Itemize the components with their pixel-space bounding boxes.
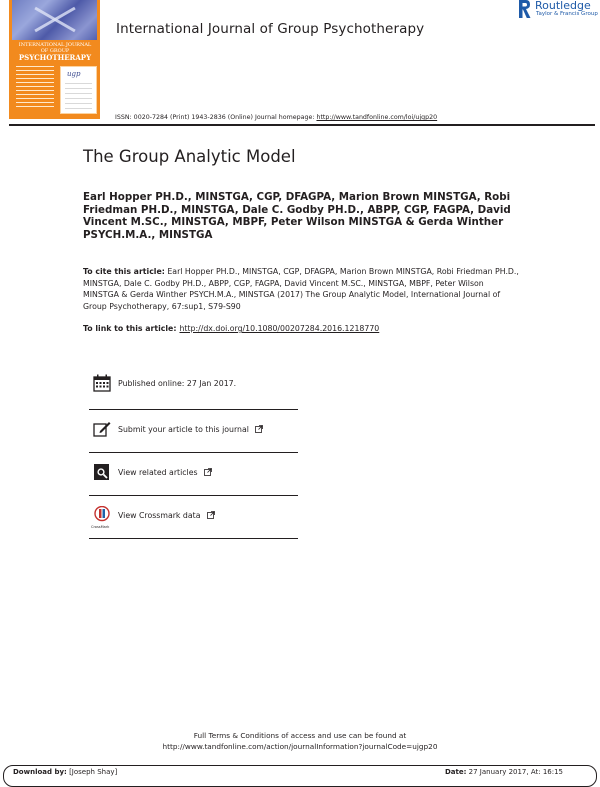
- terms-url[interactable]: http://www.tandfonline.com/action/journalInformation?journalCode=ujgp20: [162, 741, 438, 751]
- article-actions-panel: [89, 364, 298, 539]
- submit-article-row[interactable]: [89, 410, 298, 453]
- calendar-icon: [93, 374, 111, 392]
- cover-text-lines: [16, 66, 54, 110]
- external-link-icon: [204, 468, 212, 476]
- cover-title: INTERNATIONAL JOURNAL OF GROUP PSYCHOTHERAPY: [18, 42, 92, 62]
- cover-artwork: [12, 0, 97, 40]
- link-label: To link to this article:: [83, 324, 177, 333]
- header-divider: [9, 124, 595, 126]
- published-date: Published online: 27 Jan 2017.: [118, 379, 237, 388]
- article-title: The Group Analytic Model: [83, 147, 296, 166]
- journal-title: International Journal of Group Psychotherapy: [116, 21, 425, 37]
- journal-cover-image: [9, 0, 100, 119]
- routledge-logo-icon: [519, 0, 531, 18]
- citation-label: To cite this article:: [83, 267, 165, 276]
- related-articles-row[interactable]: [89, 453, 298, 496]
- search-document-icon: [93, 463, 111, 481]
- downloaded-by: Download by: [Joseph Shay]: [13, 768, 118, 776]
- terms-line-1: Full Terms & Conditions of access and use can be found at: [193, 731, 407, 740]
- download-date: Date: 27 January 2017, At: 16:15: [445, 768, 563, 776]
- related-articles-link[interactable]: View related articles: [118, 468, 212, 477]
- crossmark-link[interactable]: View Crossmark data: [118, 511, 215, 520]
- doi-link[interactable]: http://dx.doi.org/10.1080/00207284.2016.1218770: [179, 324, 380, 333]
- terms-notice: [0, 731, 600, 752]
- article-link-line: [83, 324, 379, 333]
- cover-logo-box: ugp: [60, 66, 97, 114]
- journal-homepage-link[interactable]: http://www.tandfonline.com/loi/ujgp20: [316, 114, 438, 121]
- publisher-name: Routledge: [535, 0, 591, 12]
- external-link-icon: [255, 425, 263, 433]
- citation-block: [83, 266, 519, 312]
- crossmark-row[interactable]: [89, 496, 298, 539]
- citation-text: Earl Hopper PH.D., MINSTGA, CGP, DFAGPA, Marion Brown MINSTGA, Robi Friedman PH.D., MINSTGA, Dale C. Godby PH.D., ABPP, CGP, FAGPA, David Vincent M.SC., MINSTGA, MBPF, Peter Wilson MINSTGA & Gerda Winther PSYCH.M.A., MINSTGA (2017) The Group Analytic Model, International Journal of Group Psychotherapy, 67:sup1, S79-S90: [83, 267, 519, 311]
- issn-line: ISSN: 0020-7284 (Print) 1943-2836 (Online) Journal homepage: http://www.tandfonline.com/loi/ujgp20: [115, 114, 438, 121]
- external-link-icon: [207, 511, 215, 519]
- publisher-subtitle: Taylor & Francis Group: [536, 11, 598, 17]
- edit-pencil-icon: [93, 420, 111, 438]
- submit-article-link[interactable]: Submit your article to this journal: [118, 425, 263, 434]
- crossmark-badge-label: CrossMark: [91, 525, 110, 529]
- published-row: [89, 364, 298, 410]
- article-authors: Earl Hopper PH.D., MINSTGA, CGP, DFAGPA, Marion Brown MINSTGA, Robi Friedman PH.D., MINSTGA, Dale C. Godby PH.D., ABPP, CGP, FAGPA, David Vincent M.SC., MINSTGA, MBPF, Peter Wilson MINSTGA & Gerda Winther PSYCH.M.A., MINSTGA: [83, 191, 511, 241]
- crossmark-icon: [93, 506, 111, 524]
